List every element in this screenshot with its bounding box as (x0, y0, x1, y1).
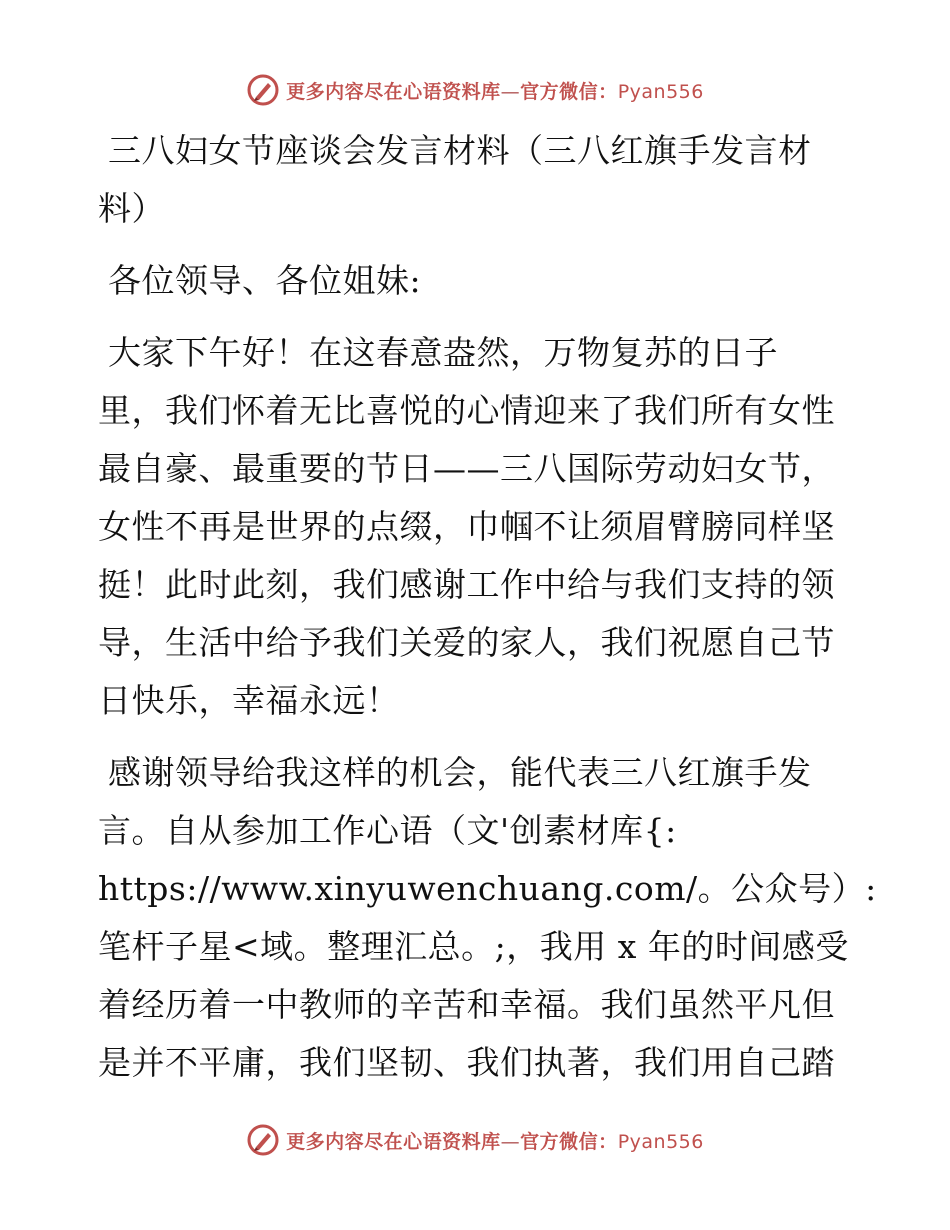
banner-account: Pyan556 (617, 80, 704, 103)
paragraph-line: 着经历着一中教师的辛苦和幸福。我们虽然平凡但 (98, 985, 835, 1024)
banner-official-label: 官方微信： (520, 80, 618, 103)
paragraph-line: https://www.xinyuwenchuang.com/。公众号）: (98, 869, 877, 908)
paragraph-line: 日快乐，幸福永远！ (98, 681, 400, 720)
paragraph-line: 是并不平庸，我们坚韧、我们执著，我们用自己踏 (98, 1043, 835, 1082)
paragraph-line: 笔杆子星<域。整理汇总。;，我用 x 年的时间感受 (98, 927, 849, 966)
banner-text (286, 77, 704, 104)
banner-dash: — (500, 80, 521, 103)
title-line: 三八妇女节座谈会发言材料（三八红旗手发言材 (108, 131, 812, 170)
paragraph-line: 挺！此时此刻，我们感谢工作中给与我们支持的领 (98, 565, 835, 604)
footer-banner (0, 1120, 950, 1160)
paragraph-line: 女性不再是世界的点缀，巾帼不让须眉臂膀同样坚 (98, 507, 835, 546)
paragraph-line: 言。自从参加工作心语（文'创素材库{: (98, 811, 677, 850)
paragraph-line: 感谢领导给我这样的机会，能代表三八红旗手发 (108, 753, 812, 792)
paragraph-line: 最自豪、最重要的节日——三八国际劳动妇女节， (98, 449, 835, 488)
banner-main-text: 更多内容尽在心语资料库 (286, 80, 501, 103)
header-banner (0, 70, 950, 110)
banner-dash: — (500, 1130, 521, 1153)
banner-account: Pyan556 (617, 1130, 704, 1153)
salutation: 各位领导、各位姐妹: (108, 261, 422, 300)
pen-logo-icon (246, 73, 280, 107)
pen-logo-icon (246, 1123, 280, 1157)
banner-main-text: 更多内容尽在心语资料库 (286, 1130, 501, 1153)
paragraph-line: 里，我们怀着无比喜悦的心情迎来了我们所有女性 (98, 391, 835, 430)
paragraph-line: 导，生活中给予我们关爱的家人，我们祝愿自己节 (98, 623, 835, 662)
paragraph-line: 大家下午好！在这春意盎然，万物复苏的日子 (108, 333, 778, 372)
banner-text (286, 1127, 704, 1154)
banner-official-label: 官方微信： (520, 1130, 618, 1153)
document-body (98, 122, 877, 1092)
title-line: 料） (98, 189, 165, 228)
